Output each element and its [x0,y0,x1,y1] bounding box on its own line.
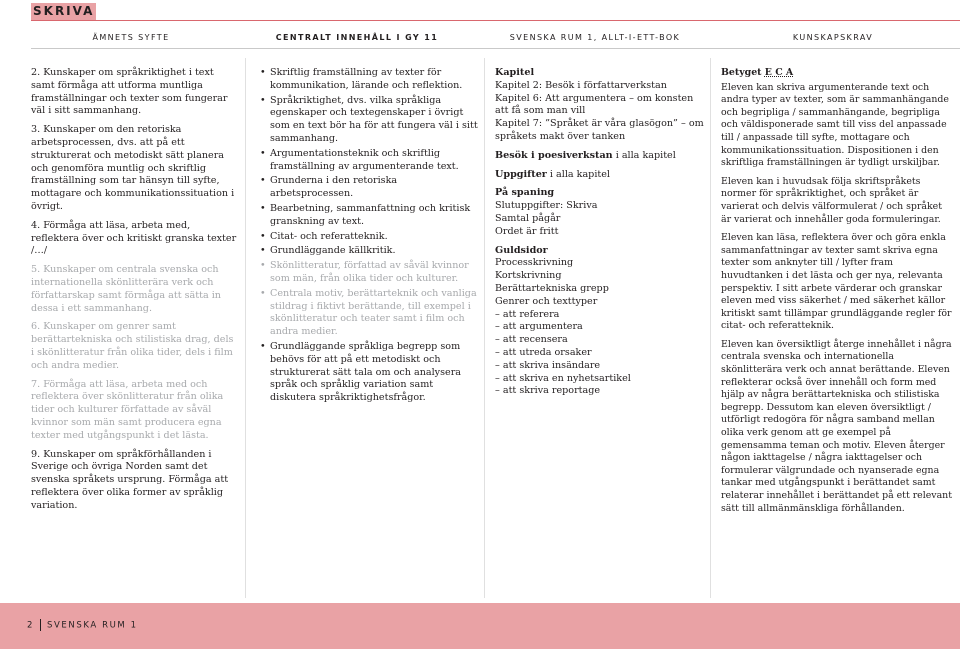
header-divider [31,48,960,49]
footer-separator [40,619,41,631]
syfte-paragraph: 7. Förmåga att läsa, arbeta med och reflektera över skönlitteratur från olika tider och kulturer författade av såväl kvinnor som män samt producera egna texter med utgångspunkt i det lästa. [31,378,224,441]
syfte-paragraph: 6. Kunskaper om genrer samt berättartekniska och stilistiska drag, dels i skönlitteratur från olika tider, dels i film och andra medier. [31,321,234,371]
guldsidor-line: Berättartekniska grepp [495,282,609,294]
syfte-paragraph: 2. Kunskaper om språkriktighet i text samt förmåga att utforma muntliga framställningar och texter som fungerar väl i sitt sammanhang. [31,67,228,117]
innehall-item: • Språkriktighet, dvs. vilka språkliga egenskaper och textegenskaper i övrigt som en text bör ha för att fungera väl i sitt sammanhang. [260,95,478,146]
spaning-line: Slutuppgifter: Skriva [495,200,598,212]
guldsidor-line: – att skriva insändare [495,359,601,371]
guldsidor-line: – att argumentera [495,321,583,333]
page-title: SKRIVA [33,4,95,18]
besok-rest: i alla kapitel [612,149,676,161]
guldsidor-heading: Guldsidor [495,244,548,256]
syfte-paragraph: 3. Kunskaper om den retoriska arbetsprocessen, dvs. att på ett strukturerat och metodiskt sätt planera och genomföra muntlig och skriftlig framställning som tar hänsyn till syfte, mottagare och kommunikationssituation i övrigt. [31,124,235,212]
uppgifter-rest: i alla kapitel [546,168,610,180]
innehall-item: • Centrala motiv, berättarteknik och vanliga stildrag i fiktivt berättande, till exempel i skönlitteratur och teater samt i film och andra medier. [260,288,478,339]
kapitel-heading: Kapitel [495,67,535,78]
footer-text [27,619,138,631]
guldsidor-line: Processkrivning [495,257,574,269]
kunskapskrav-paragraph: Eleven kan skriva argumenterande text och andra typer av texter, som är sammanhängande och begripliga / sammanhängande, begripliga och väldisponerade samt till viss del anpassade till / anpassade till syfte, mottagare och kommunikationssituation. Dispositionen i den skriftliga framställningen är tydligt urskiljbar. [721,81,949,169]
header-svenska-rum: SVENSKA RUM 1, ALLT-I-ETT-BOK [509,33,681,42]
syfte-paragraph: 9. Kunskaper om språkförhållanden i Sverige och övriga Norden samt det svenska språkets ursprung. Förmåga att reflektera över olika former av språklig variation. [31,448,229,511]
spaning-heading: På spaning [495,187,555,199]
column-divider [245,58,246,598]
kunskapskrav-paragraph: Eleven kan läsa, reflektera över och göra enkla sammanfattningar av texter samt skriva egna texter som anknyter till / lyfter fram huvudtanken i det lästa och ger nya, relevanta perspektiv. I sitt arbete värderar och granskar eleven med viss säkerhet / med säkerhet källor kritiskt samt tillämpar grundläggande regler för citat- och referatteknik. [721,232,952,332]
spaning-line: Samtal pågår [495,212,561,224]
guldsidor-line: – att referera [495,308,560,320]
kunskapskrav-paragraph: Eleven kan översiktligt återge innehållet i några centrala svenska och internationella skönlitterära verk och annat berättande. Eleven reflekterar också över innehåll och form med hjälp av några berättartekniska och stilistiska begrepp. Dessutom kan eleven översiktligt / utförligt redogöra för några samband mellan olika verk genom att ge exempel på gemensamma teman och motiv. Eleven återger någon iakttagelse / några iakttagelser och formulerar välgrundade och nyanserade egna tankar med utgångspunkt i berättandet samt relaterar innehållet i berättandet på ett relevant sätt till allmänmänskliga förhållanden. [721,338,952,514]
column-syfte [31,67,239,519]
innehall-item: • Bearbetning, sammanfattning och kritisk granskning av text. [260,203,478,229]
footer [0,603,960,649]
guldsidor-line: Genrer och texttyper [495,295,598,307]
column-kunskapskrav [721,67,953,521]
kunskapskrav-paragraph: Eleven kan i huvudsak följa skriftspråkets normer för språkriktighet, och språket är varierat och delvis välformulerat / och språket är varierat och innehåller goda formuleringar. [721,175,942,225]
innehall-item: • Grundläggande språkliga begrepp som behövs för att på ett metodiskt och strukturerat sätt tala om och analysera språk och språklig variation samt diskutera språkriktighetsfrågor. [260,341,478,405]
column-svenska-rum [495,67,705,398]
header-centralt-innehall: CENTRALT INNEHÅLL I GY 11 [275,33,439,42]
syfte-paragraph: 4. Förmåga att läsa, arbeta med, reflektera över och kritiskt granska texter /…/ [31,219,237,257]
header-kunskapskrav: KUNSKAPSKRAV [792,33,874,42]
guldsidor-line: – att recensera [495,334,568,346]
innehall-item: • Citat- och referatteknik. [260,231,478,244]
innehall-item: • Grundläggande källkritik. [260,245,478,258]
kapitel-line: Kapitel 7: ”Språket är våra glasögon” – om språkets makt över tanken [495,118,704,142]
column-innehall [260,67,478,407]
spaning-line: Ordet är fritt [495,225,559,237]
uppgifter-line [495,169,705,182]
column-divider [710,58,711,598]
guldsidor-line: – att skriva reportage [495,385,601,397]
grades: E C A [764,67,794,78]
innehall-item: • Grunderna i den retoriska arbetsprocessen. [260,175,478,201]
innehall-item: • Skriftlig framställning av texter för kommunikation, lärande och reflektion. [260,67,478,93]
syfte-paragraph: 5. Kunskaper om centrala svenska och internationella skönlitterära verk och författarskap samt förmåga att sätta in dessa i ett sammanhang. [31,264,221,314]
guldsidor-line: – att skriva en nyhetsartikel [495,372,631,384]
column-divider [484,58,485,598]
uppgifter-bold: Uppgifter [495,168,547,180]
kapitel-line: Kapitel 6: Att argumentera – om konsten att få som man vill [495,92,694,117]
title-bar [31,4,960,21]
guldsidor-line: – att utreda orsaker [495,346,592,358]
betyget-label: Betyget [721,67,765,78]
kapitel-line: Kapitel 2: Besök i författarverkstan [495,79,667,91]
header-amnets-syfte: ÄMNETS SYFTE [92,33,170,42]
besok-bold: Besök i poesiverkstan [495,149,613,161]
innehall-item: • Argumentationsteknik och skriftlig framställning av argumenterande text. [260,148,478,174]
innehall-item: • Skönlitteratur, författad av såväl kvinnor som män, från olika tider och kulturer. [260,260,478,286]
page-number: 2 [27,620,35,631]
besok-line [495,150,705,163]
book-title: SVENSKA RUM 1 [47,620,138,631]
guldsidor-line: Kortskrivning [495,270,562,282]
